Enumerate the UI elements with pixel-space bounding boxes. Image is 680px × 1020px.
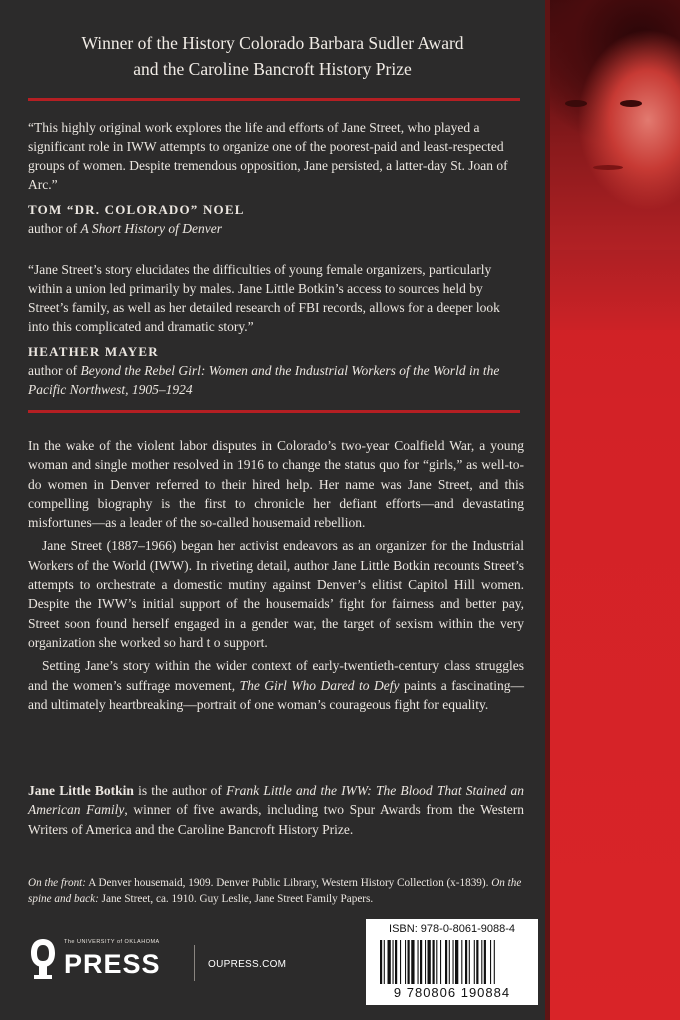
quote-author-name: TOM “DR. COLORADO” NOEL bbox=[28, 202, 245, 217]
ean-digits: 9 780806 190884 bbox=[393, 985, 511, 1000]
publisher-press: PRESS bbox=[64, 949, 161, 979]
description-paragraph-2: Jane Street (1887–1966) began her activist endeavors as an organizer for the Industrial Workers of the World (IWW). In riveting detail, author Jane Little Botkin recounts Street’s attempts to orchestrate a domestic mutiny against Denver’s elitist Capitol Hill women. Despite the IWW’s initial support of the housemaids’ fight for fairness and better pay, Street soon found herself engaged in a gender war, the target of sexism within the very organization she worked so hard t o support. bbox=[28, 538, 524, 650]
publisher-website: OUPRESS.COM bbox=[208, 959, 287, 970]
book-description bbox=[28, 436, 524, 714]
description-paragraph-1: In the wake of the violent labor disputes in Colorado’s two-year Coalfield War, a young woman and single mother resolved in 1916 to change the status quo for “girls,” as well-to-do women in Denver referred to their hired help. Her name was Jane Street, and this compelling biography is the first to chronicle her defiant efforts—and devastating misfortunes—as a leader of the so-called housemaid rebellion. bbox=[28, 438, 524, 531]
quote-text: “This highly original work explores the life and efforts of Jane Street, who played a significant role in IWW attempts to organize one of the poorest-paid and least-respected groups of women. Despite tremendous opposition, Jane persisted, a latter-day St. Joan of Arc.” bbox=[28, 120, 508, 192]
barcode-icon bbox=[378, 940, 528, 984]
photo-credits: On the front: A Denver housemaid, 1909. Denver Public Library, Western History Collection (x-1839). On the spine and back: Jane Street, ca. 1910. Guy Leslie, Jane Street Family Papers. bbox=[28, 877, 522, 905]
quote-author-name: HEATHER MAYER bbox=[28, 344, 159, 359]
publisher-university: The UNIVERSITY of OKLAHOMA bbox=[64, 939, 160, 945]
quote-author-role: author of Beyond the Rebel Girl: Women and the Industrial Workers of the World in the Pacific Northwest, 1905–1924 bbox=[28, 363, 500, 397]
divider-middle bbox=[28, 410, 520, 413]
quote-text: “Jane Street’s story elucidates the difficulties of young female organizers, particularly within a union led primarily by males. Jane Little Botkin’s access to sources held by Street’s family, as well as her detailed research of FBI records, allows for a deeper look into this complicated and dramatic story.” bbox=[28, 262, 500, 334]
divider-top bbox=[28, 98, 520, 101]
endorsement-quote-2 bbox=[28, 260, 524, 399]
author-name: Jane Little Botkin bbox=[28, 783, 134, 798]
publisher-logo bbox=[28, 935, 348, 995]
logo-divider bbox=[194, 945, 195, 981]
quote-author-role: author of A Short History of Denver bbox=[28, 221, 222, 236]
description-paragraph-3: Setting Jane’s story within the wider context of early-twentieth-century class struggles and the women’s suffrage movement, The Girl Who Dared to Defy paints a fascinating—and ultimately heartbreaking—portrait of one woman’s courageous fight for equality. bbox=[28, 658, 524, 712]
endorsement-quote-1 bbox=[28, 118, 524, 238]
award-heading bbox=[0, 30, 545, 82]
award-line-2: and the Caroline Bancroft History Prize bbox=[133, 59, 412, 79]
award-line-1: Winner of the History Colorado Barbara Sudler Award bbox=[81, 33, 464, 53]
author-bio: Jane Little Botkin is the author of Frank Little and the IWW: The Blood That Stained an American Family, winner of five awards, including two Spur Awards from the Western Writers of America and the Caroline Bancroft History Prize. bbox=[28, 783, 524, 837]
isbn-text: ISBN: 978-0-8061-9088-4 bbox=[389, 923, 515, 935]
ou-interlocking-logo-icon bbox=[28, 937, 58, 981]
barcode-box bbox=[366, 919, 538, 1005]
portrait-photo bbox=[550, 0, 680, 330]
